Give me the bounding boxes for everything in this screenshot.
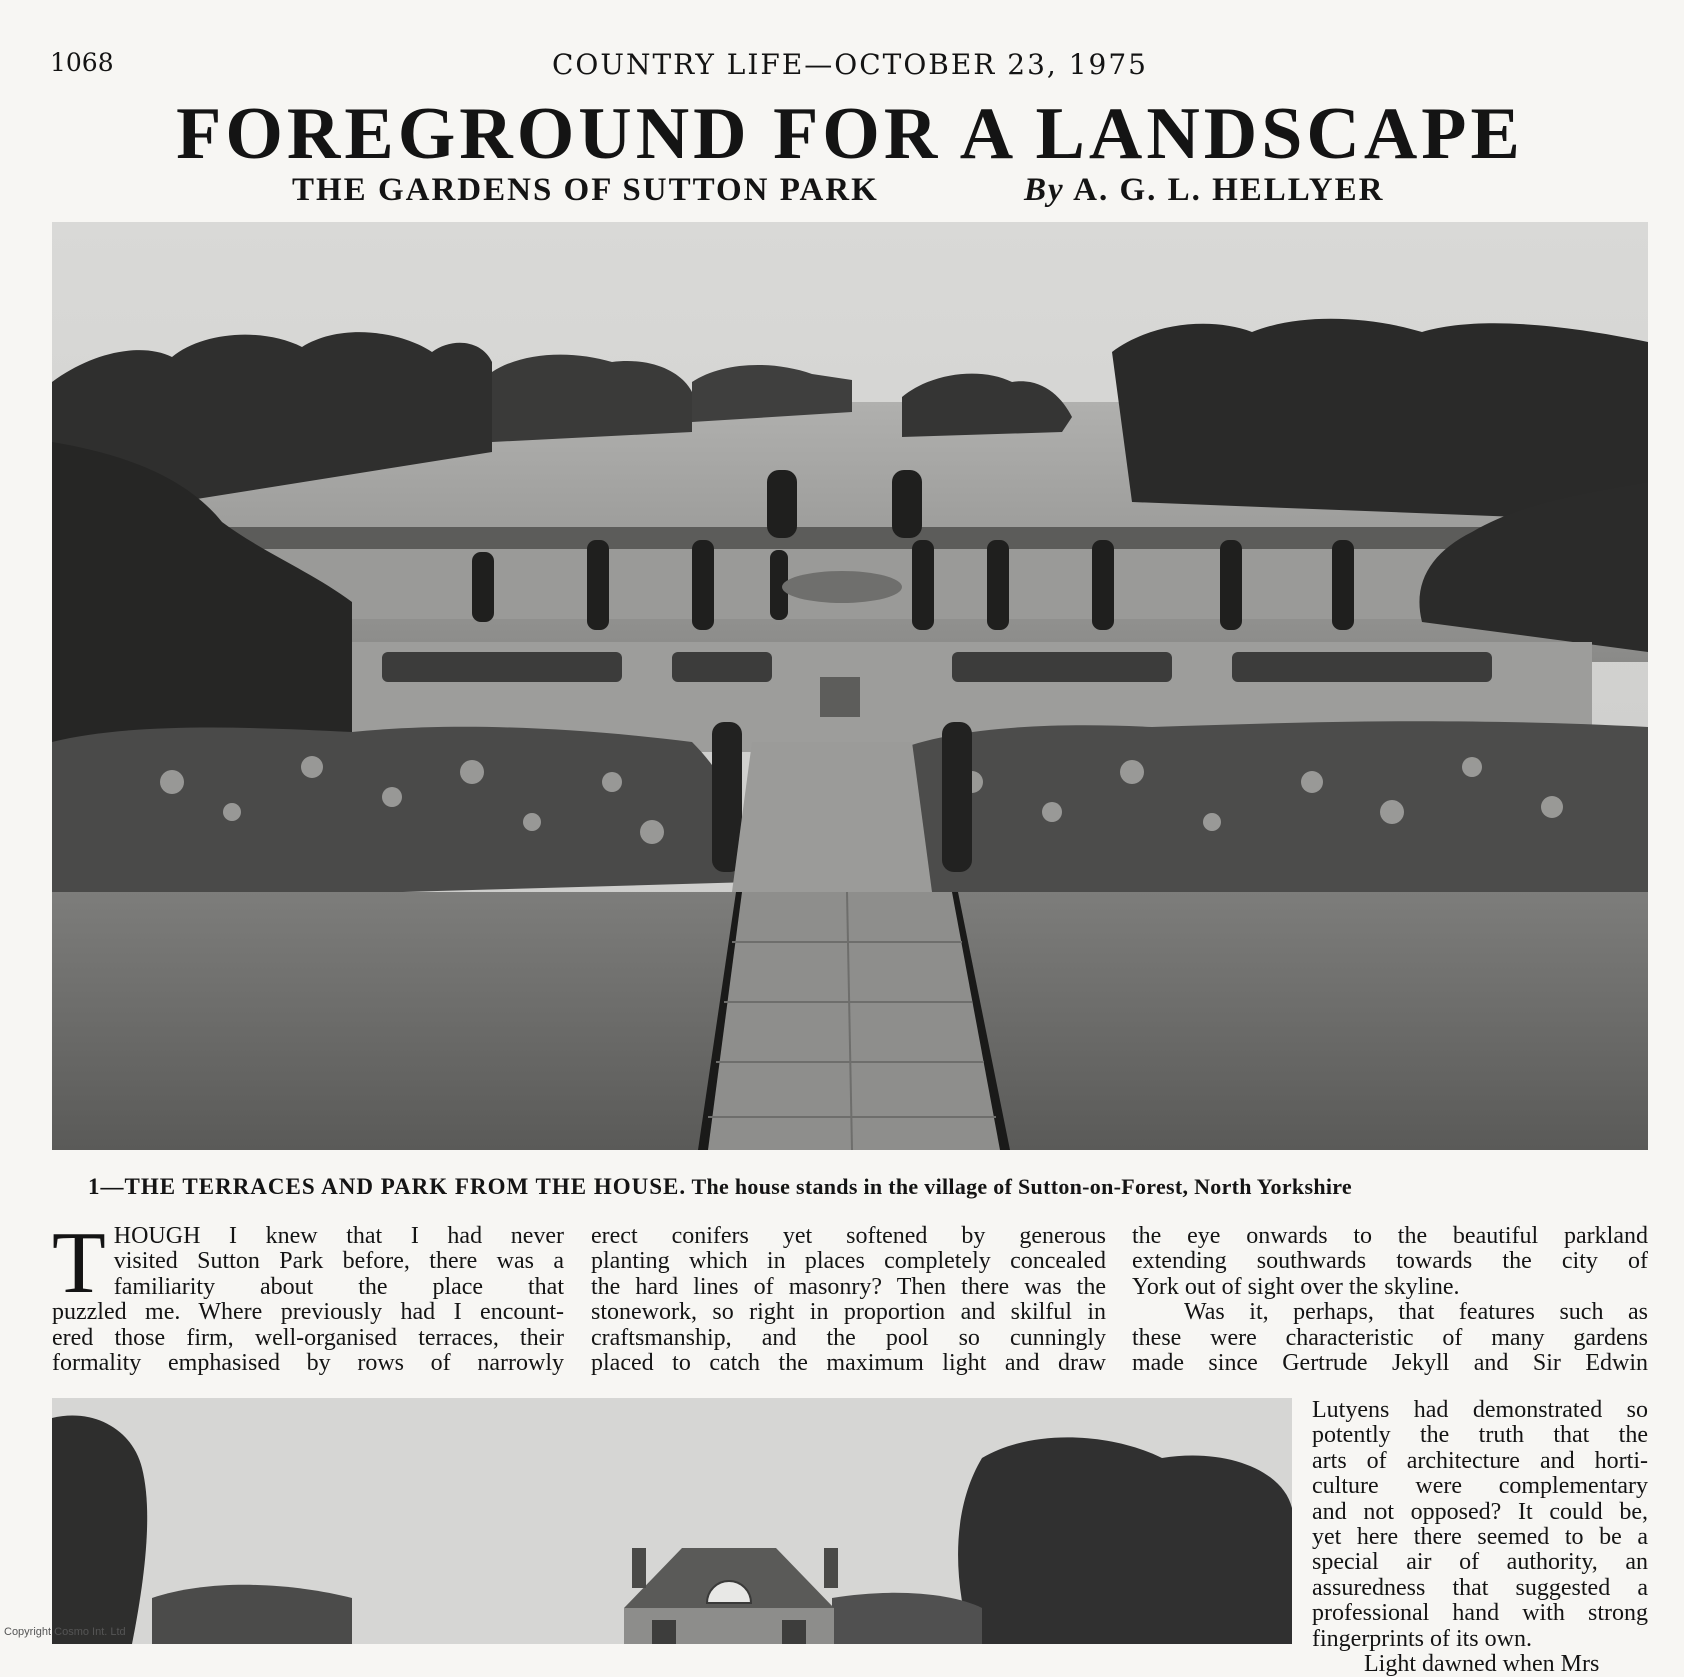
article-title: FOREGROUND FOR A LANDSCAPE	[176, 93, 1524, 175]
text-line: planting which in places completely concealed	[591, 1248, 1106, 1275]
body-column-3	[1132, 1224, 1648, 1376]
text-line: placed to catch the maximum light and draw	[591, 1350, 1106, 1377]
body-column-1	[52, 1215, 564, 1377]
text-line: yet here there seemed to be a	[1312, 1524, 1648, 1551]
terraces-photo	[52, 222, 1648, 1150]
byline-author: A. G. L. HELLYER	[1073, 172, 1385, 208]
figure-caption	[88, 1174, 1352, 1200]
text-line: HOUGH I knew that I had never	[113, 1223, 564, 1249]
byline-prefix: By	[1024, 172, 1065, 208]
text-line: professional hand with strong	[1312, 1600, 1648, 1627]
caption-lead: 1—THE TERRACES AND PARK FROM THE HOUSE.	[88, 1174, 687, 1199]
drop-cap: T	[52, 1215, 106, 1312]
text-line: visited Sutton Park before, there was a	[113, 1248, 564, 1275]
house-photo	[52, 1398, 1292, 1644]
text-line: Lutyens had demonstrated so	[1312, 1397, 1648, 1423]
text-line: fingerprints of its own.	[1312, 1625, 1532, 1652]
text-line: the eye onwards to the beautiful parkland	[1132, 1223, 1648, 1249]
text-line: special air of authority, an	[1312, 1549, 1648, 1576]
body-column-2	[591, 1224, 1106, 1376]
running-head: COUNTRY LIFE—OCTOBER 23, 1975	[552, 48, 1148, 81]
text-line: Was it, perhaps, that features such as	[1184, 1299, 1648, 1326]
text-line: stonework, so right in proportion and skilful in	[591, 1299, 1106, 1326]
text-line: Light dawned when Mrs	[1364, 1651, 1600, 1677]
text-line: arts of architecture and horti-	[1312, 1447, 1648, 1474]
text-line: ered those firm, well-organised terraces, their	[52, 1324, 564, 1351]
copyright-notice: Copyright Cosmo Int. Ltd	[4, 1626, 126, 1638]
text-line: culture were complementary	[1312, 1473, 1648, 1500]
text-line: craftsmanship, and the pool so cunningly	[591, 1324, 1106, 1351]
text-line: formality emphasised by rows of narrowly	[52, 1350, 564, 1377]
page-number: 1068	[50, 48, 114, 77]
text-line: extending southwards towards the city of	[1132, 1248, 1648, 1275]
article-subtitle: THE GARDENS OF SUTTON PARK	[292, 172, 879, 208]
text-line: York out of sight over the skyline.	[1132, 1273, 1460, 1300]
text-line: potently the truth that the	[1312, 1422, 1648, 1449]
text-line: the hard lines of masonry? Then there was the	[591, 1273, 1106, 1300]
byline	[1024, 172, 1384, 209]
text-line: puzzled me. Where previously had I encount-	[52, 1299, 564, 1326]
text-line: made since Gertrude Jekyll and Sir Edwin	[1132, 1350, 1648, 1377]
text-line: familiarity about the place that	[113, 1273, 564, 1300]
body-column-3-narrow	[1312, 1398, 1648, 1677]
text-line: and not opposed? It could be,	[1312, 1498, 1648, 1525]
text-line: erect conifers yet softened by generous	[591, 1223, 1106, 1249]
text-line: these were characteristic of many gardens	[1132, 1324, 1648, 1351]
caption-text: The house stands in the village of Sutton-on-Forest, North Yorkshire	[691, 1174, 1352, 1199]
text-line: assuredness that suggested a	[1312, 1574, 1648, 1601]
